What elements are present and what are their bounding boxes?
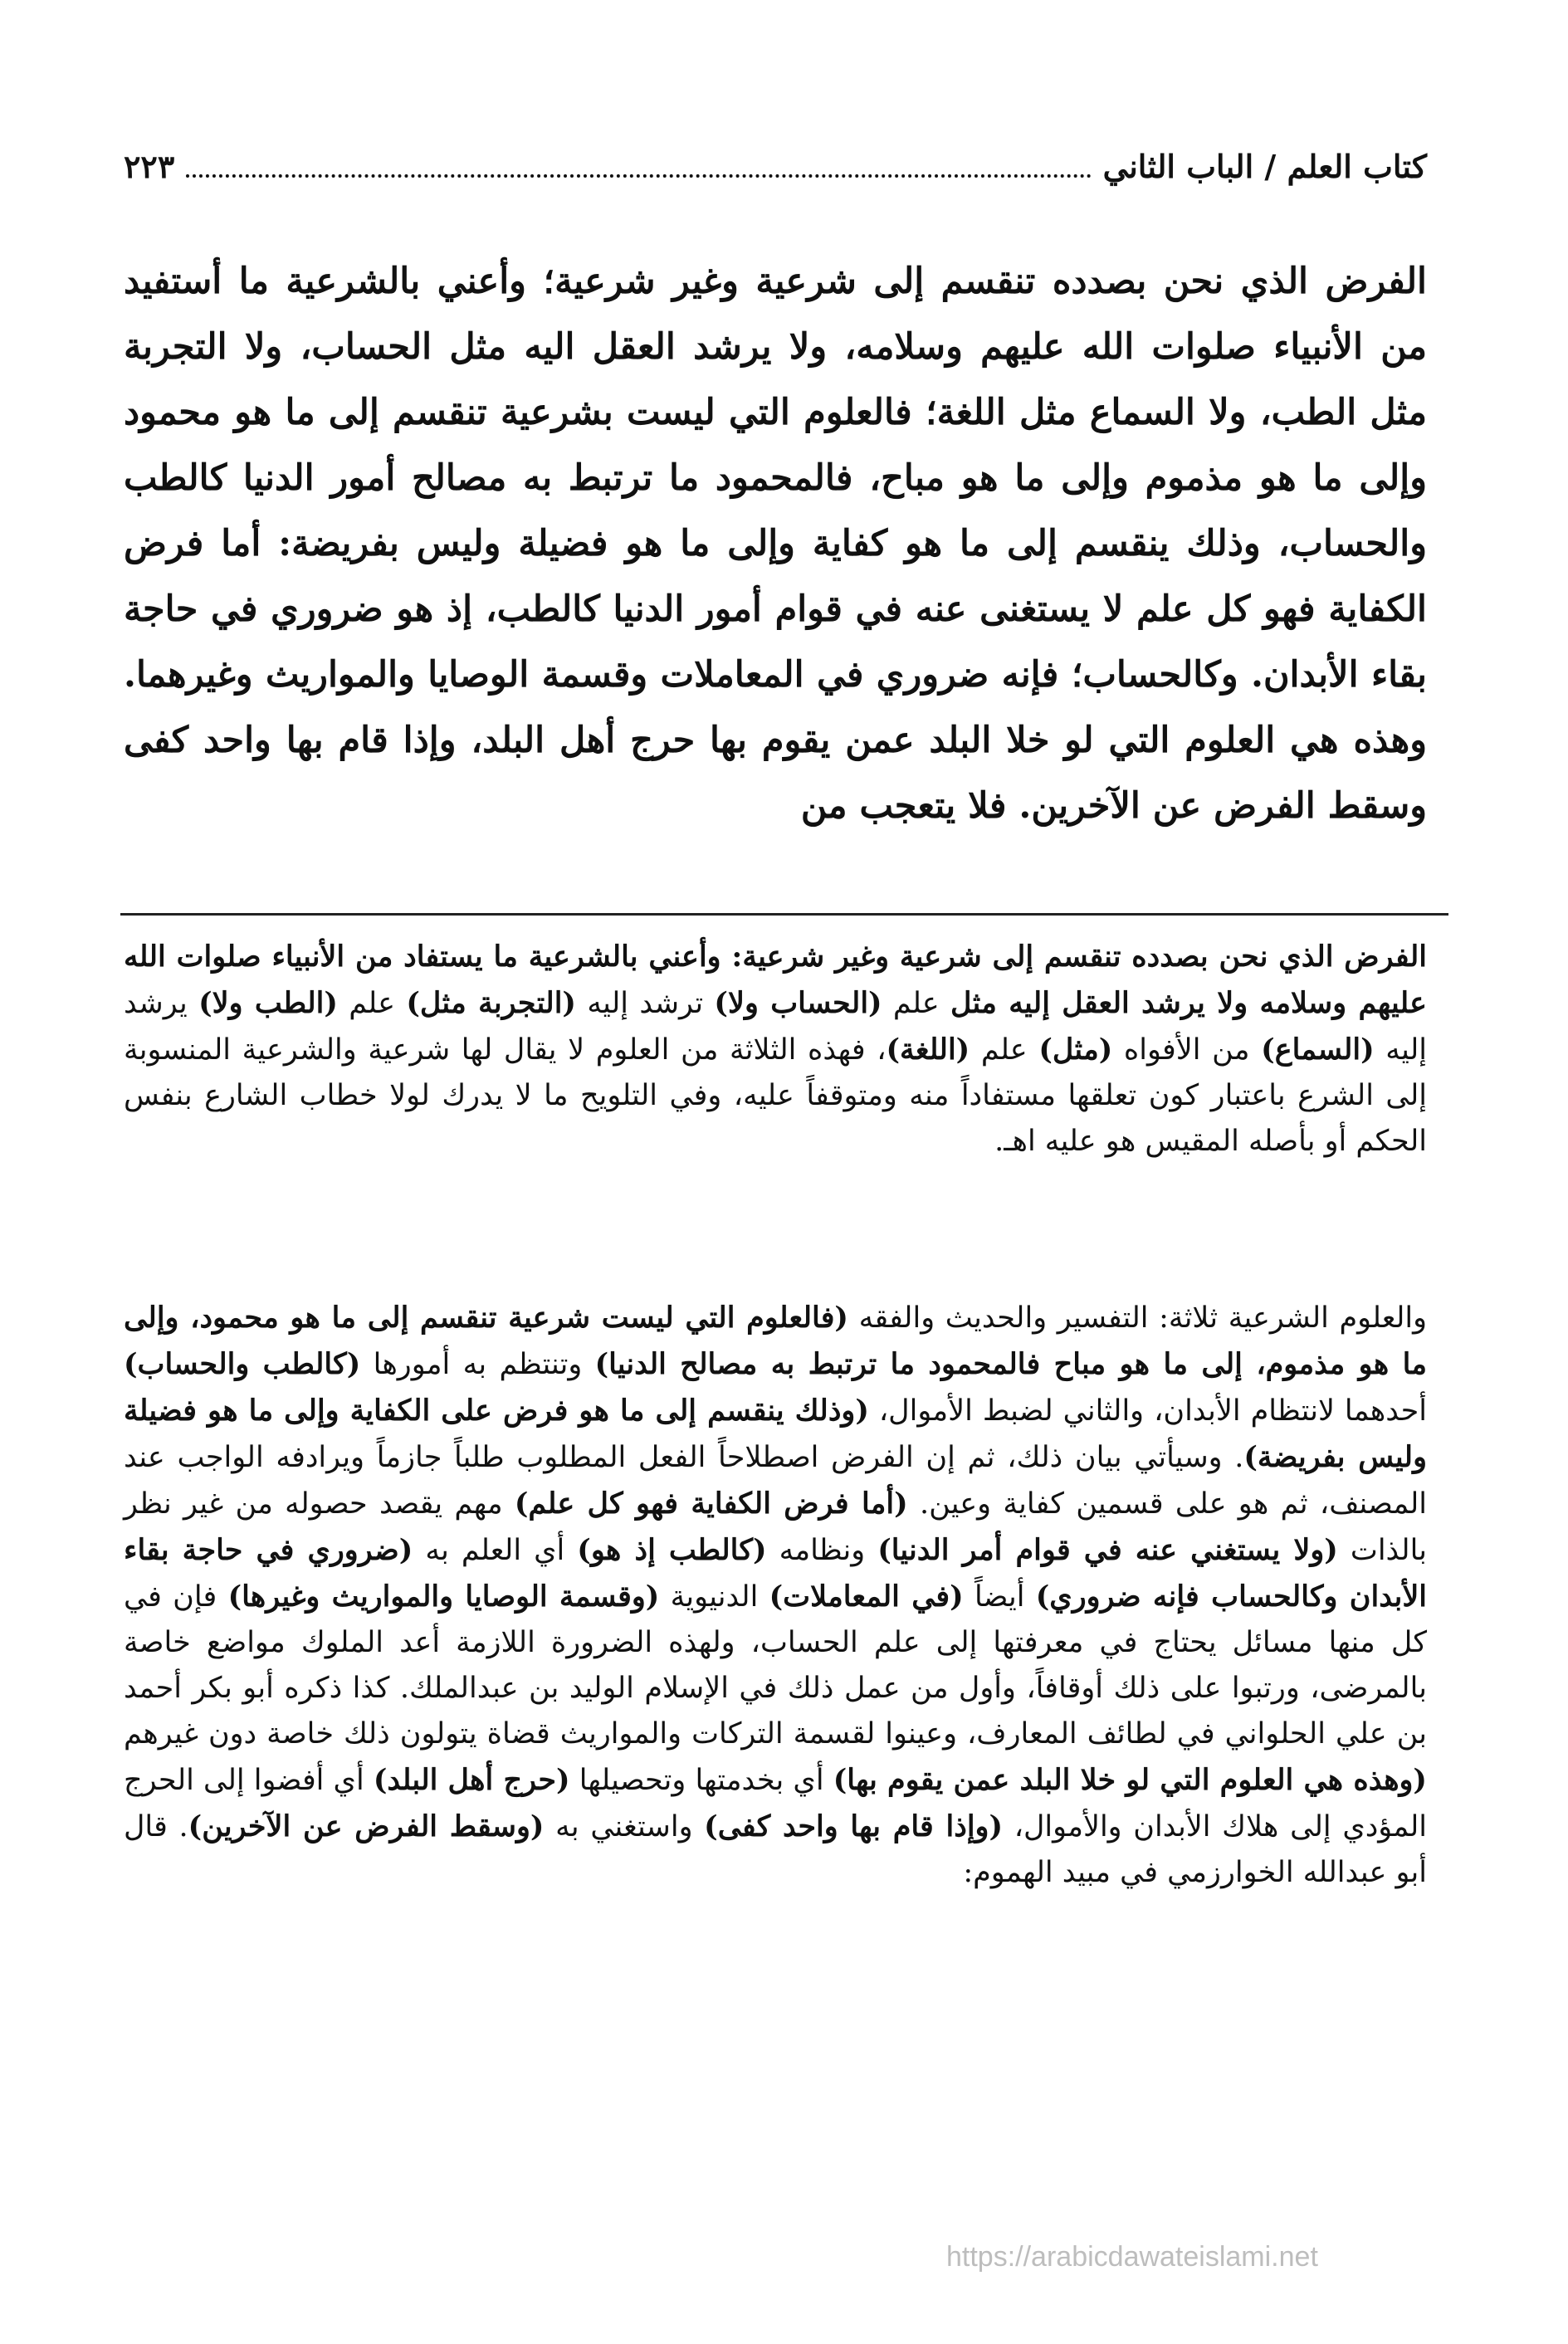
commentary-quote-segment: (وهذه هي العلوم التي لو خلا البلد عمن يقوم بها) <box>833 1763 1427 1797</box>
commentary-text-segment: . قال أبو عبدالله الخوارزمي في مبيد الهموم: <box>124 1810 1427 1889</box>
commentary-quote-segment: (كالطب إذ هو) <box>577 1533 767 1567</box>
commentary-quote-segment: الفرض الذي نحن بصدده تنقسم إلى شرعية وغير شرعية: وأعني بالشرعية ما يستفاد من الأنبياء صلوات الله عليهم وسلامه ولا يرشد العقل إليه مثل <box>124 940 1427 1020</box>
commentary-text-segment: ، فهذه الثلاثة من العلوم لا يقال لها شرعية والشرعية المنسوبة إلى الشرع باعتبار كون تعلقها مستفاداً منه ومتوقفاً عليه، وفي التلويح ما لا يدرك لولا خطاب الشارع بنفس الحكم أو بأصله المقيس هو عليه اهـ. <box>124 1033 1427 1158</box>
commentary-quote-segment: (في المعاملات) <box>769 1580 964 1614</box>
commentary-quote-segment: (السماع) <box>1261 1033 1375 1067</box>
header-leader-dots <box>186 164 1091 178</box>
commentary-text-segment: فإن في كل منها مسائل يحتاج في معرفتها إلى علم الحساب، ولهذه الضرورة اللازمة أعد الملوك مواضع خاصة بالمرضى، ورتبوا على ذلك أوقافاً، وأول من عمل ذلك في الإسلام الوليد بن عبدالملك. كذا ذكره أبو بكر أحمد بن علي الحلواني في لطائف المعارف، وعينوا لقسمة التركات والمواريث قضاة يتولون ذلك خاصة دون غيرهم <box>124 1580 1427 1751</box>
commentary-quote-segment: (أما فرض الكفاية فهو كل علم) <box>514 1487 908 1521</box>
commentary-text-segment: . وسيأتي بيان ذلك، ثم إن الفرض اصطلاحاً الفعل المطلوب طلباً جازماً ويرادفه الواجب عند المصنف، ثم هو على قسمين كفاية وعين. <box>124 1441 1427 1521</box>
commentary-text-segment: أي العلم به <box>413 1534 578 1567</box>
commentary-text-segment: والعلوم الشرعية ثلاثة: التفسير والحديث والفقه <box>848 1301 1427 1335</box>
commentary-quote-segment: (اللغة) <box>886 1033 970 1067</box>
commentary-quote-segment: (وقسمة الوصايا والمواريث وغيرها) <box>227 1580 660 1614</box>
commentary-quote-segment: (الحساب ولا) <box>714 986 882 1020</box>
commentary-text-segment: وتنتظم به أمورها <box>360 1348 595 1381</box>
commentary-block-1 <box>124 934 1427 1165</box>
commentary-text-segment: علم <box>337 987 407 1020</box>
commentary-quote-segment: (التجربة مثل) <box>406 986 576 1020</box>
commentary-text-segment: الدنيوية <box>659 1580 769 1614</box>
commentary-text-segment: أيضاً <box>963 1580 1036 1614</box>
commentary-quote-segment: (كالطب والحساب) <box>124 1347 361 1381</box>
commentary-quote-segment: (وذلك ينقسم إلى ما هو فرض على الكفاية وإلى ما هو فضيلة وليس بفريضة) <box>124 1394 1427 1474</box>
main-text: الفرض الذي نحن بصدده تنقسم إلى شرعية وغير شرعية؛ وأعني بالشرعية ما أستفيد من الأنبياء صلوات الله عليهم وسلامه، ولا يرشد العقل اليه مثل الحساب، ولا التجربة مثل الطب، ولا السماع مثل اللغة؛ فالعلوم التي ليست بشرعية تنقسم إلى ما هو محمود وإلى ما هو مذموم وإلى ما هو مباح، فالمحمود ما ترتبط به مصالح أمور الدنيا كالطب والحساب، وذلك ينقسم إلى ما هو كفاية وإلى ما هو فضيلة وليس بفريضة: أما فرض الكفاية فهو كل علم لا يستغنى عنه في قوام أمور الدنيا كالطب، إذ هو ضروري في حاجة بقاء الأبدان. وكالحساب؛ فإنه ضروري في المعاملات وقسمة الوصايا والمواريث وغيرهما. وهذه هي العلوم التي لو خلا البلد عمن يقوم بها حرج أهل البلد، وإذا قام بها واحد كفى وسقط الفرض عن الآخرين. فلا يتعجب من <box>124 261 1427 827</box>
commentary-text-segment: واستغني به <box>544 1810 705 1843</box>
commentary-text-segment: ترشد إليه <box>576 987 715 1020</box>
commentary-text-segment: ونظامه <box>766 1534 878 1567</box>
commentary-text-segment: أي أفضوا إلى الحرج المؤدي إلى هلاك الأبدان والأموال، <box>124 1764 1428 1843</box>
commentary-quote-segment: (حرج أهل البلد) <box>373 1763 570 1797</box>
commentary-text-segment: علم <box>882 987 951 1020</box>
commentary-text-segment: أحدهما لانتظام الأبدان، والثاني لضبط الأموال، <box>868 1394 1427 1428</box>
commentary-quote-segment: (وسقط الفرض عن الآخرين) <box>188 1809 545 1843</box>
commentary-quote-segment: (ولا يستغني عنه في قوام أمر الدنيا) <box>877 1533 1338 1567</box>
commentary-quote-segment: (فالعلوم التي ليست شرعية تنقسم إلى ما هو محمود، وإلى ما هو مذموم، إلى ما هو مباح فالمحمود ما ترتبط به مصالح الدنيا) <box>124 1301 1427 1381</box>
running-header <box>124 137 1427 195</box>
commentary-quote-segment: (الطب ولا) <box>198 986 338 1020</box>
commentary-block-2 <box>124 1295 1427 1896</box>
commentary-quote-segment: (ضروري في حاجة بقاء الأبدان وكالحساب فإنه ضروري) <box>124 1533 1428 1614</box>
commentary-text-segment: من الأفواه <box>1112 1033 1262 1067</box>
commentary-text-segment: يرشد إليه <box>124 987 1428 1067</box>
watermark-url: https://arabicdawateislami.net <box>946 2241 1318 2273</box>
commentary-text-segment: أي بخدمتها وتحصيلها <box>569 1764 833 1797</box>
header-title: كتاب العلم / الباب الثاني <box>1102 147 1427 185</box>
commentary-text-segment: مهم يقصد حصوله من غير نظر بالذات <box>124 1487 1427 1567</box>
commentary-text-segment: علم <box>970 1033 1039 1067</box>
commentary-quote-segment: (مثل) <box>1038 1033 1113 1067</box>
separator-rule <box>120 913 1448 916</box>
page-number: ٢٢٣ <box>124 147 175 185</box>
commentary-quote-segment: (وإذا قام بها واحد كفى) <box>704 1809 1004 1843</box>
